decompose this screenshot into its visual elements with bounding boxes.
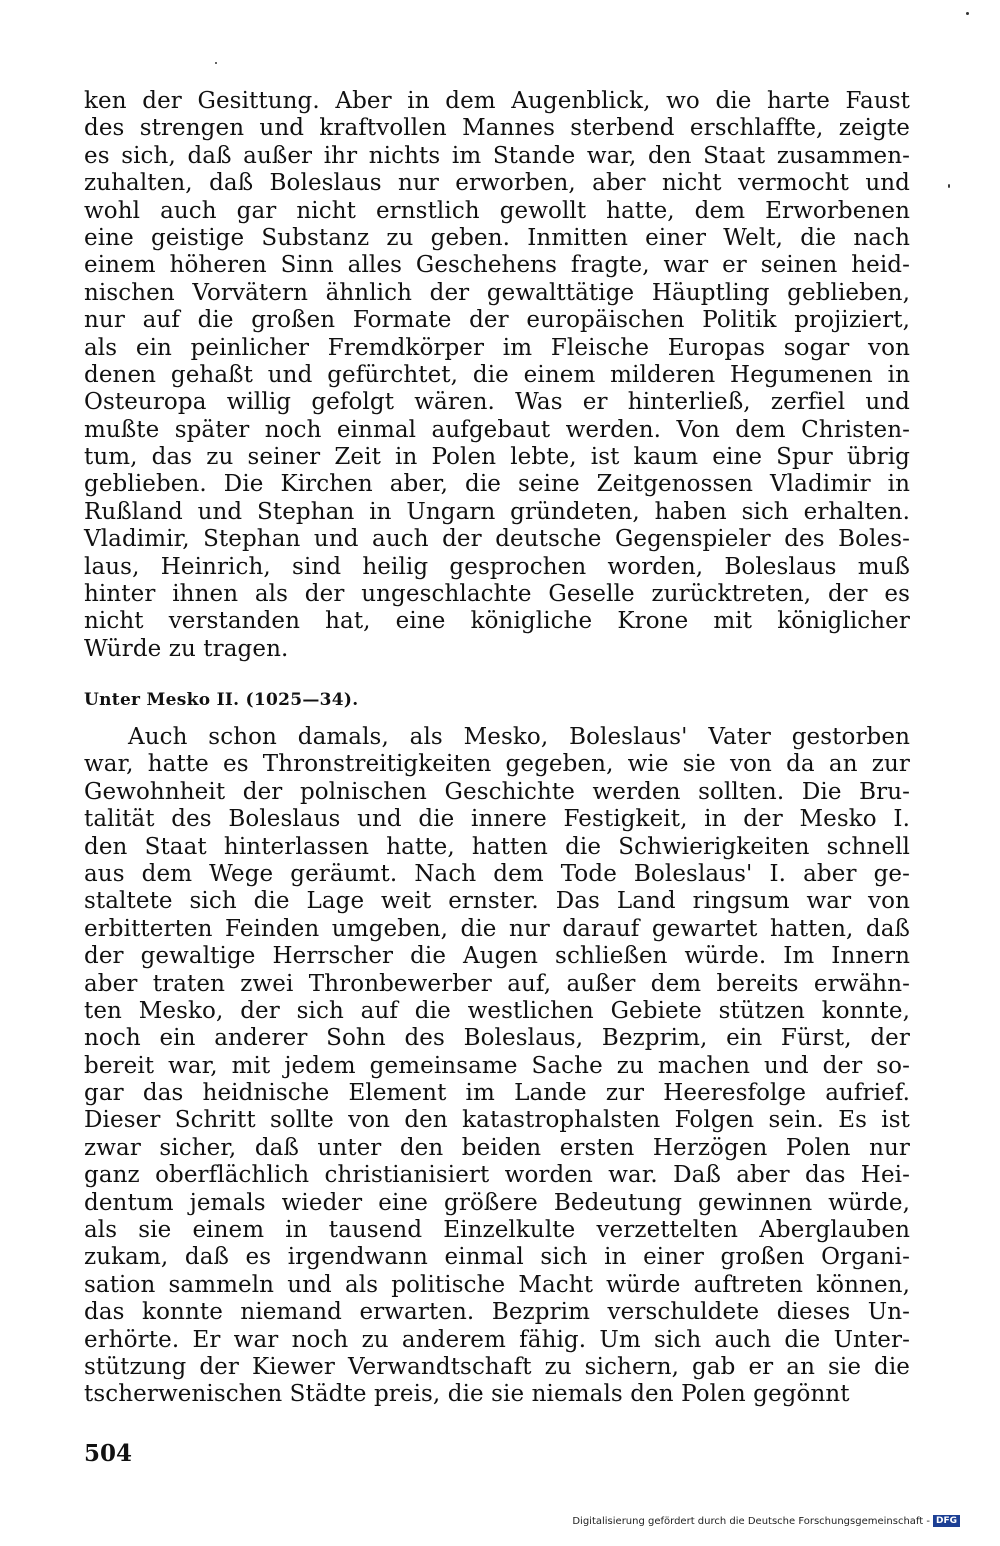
body-paragraph-2 xyxy=(84,724,910,1409)
text-line: es sich, daß außer ihr nichts im Stande war, den Staat zusammen- xyxy=(84,142,910,169)
text-line: Osteuropa willig gefolgt wären. Was er hinterließ, zerfiel und xyxy=(84,389,910,416)
text-line: nur auf die großen Formate der europäischen Politik projiziert, xyxy=(84,307,910,334)
text-line: ten Mesko, der sich auf die westlichen Gebiete stützen konnte, xyxy=(84,997,910,1024)
page-number: 504 xyxy=(84,1440,133,1467)
text-line: des strengen und kraftvollen Mannes sterbend erschlaffte, zeigte xyxy=(84,115,910,142)
text-line: das konnte niemand erwarten. Bezprim verschuldete dieses Un- xyxy=(84,1299,910,1326)
text-line: talität des Boleslaus und die innere Festigkeit, in der Mesko I. xyxy=(84,806,910,833)
text-line: aus dem Wege geräumt. Nach dem Tode Boleslaus' I. aber ge- xyxy=(84,860,910,887)
text-line: nicht verstanden hat, eine königliche Krone mit königlicher xyxy=(84,608,910,635)
text-line: wohl auch gar nicht ernstlich gewollt hatte, dem Erworbenen xyxy=(84,197,910,224)
text-line: denen gehaßt und gefürchtet, die einem milderen Hegumenen in xyxy=(84,361,910,388)
text-line: nischen Vorvätern ähnlich der gewalttätige Häuptling geblieben, xyxy=(84,279,910,306)
digitization-footer xyxy=(572,1515,960,1527)
text-line: erhörte. Er war noch zu anderem fähig. Um sich auch die Unter- xyxy=(84,1326,910,1353)
text-line: Gewohnheit der polnischen Geschichte werden sollten. Die Bru- xyxy=(84,778,910,805)
footer-text: Digitalisierung gefördert durch die Deutsche Forschungsgemeinschaft - xyxy=(572,1515,930,1527)
text-line: zwar sicher, daß unter den beiden ersten Herzögen Polen nur xyxy=(84,1134,910,1161)
scan-speck xyxy=(966,12,969,15)
text-line: Würde zu tragen. xyxy=(84,635,289,662)
text-line: Rußland und Stephan in Ungarn gründeten, haben sich erhalten. xyxy=(84,498,910,525)
text-line: ken der Gesittung. Aber in dem Augenblick, wo die harte Faust xyxy=(84,88,910,114)
text-line: stützung der Kiewer Verwandtschaft zu sichern, gab er an sie die xyxy=(84,1353,910,1380)
text-line: ganz oberflächlich christianisiert worden war. Daß aber das Hei- xyxy=(84,1162,910,1189)
text-line: Dieser Schritt sollte von den katastrophalsten Folgen sein. Es ist xyxy=(84,1107,910,1134)
text-line: als ein peinlicher Fremdkörper im Fleische Europas sogar von xyxy=(84,334,910,361)
scan-speck xyxy=(948,184,950,188)
body-paragraph-1 xyxy=(84,88,910,663)
scan-speck xyxy=(215,62,217,64)
text-line: tum, das zu seiner Zeit in Polen lebte, ist kaum eine Spur übrig xyxy=(84,444,910,471)
text-line: Vladimir, Stephan und auch der deutsche Gegenspieler des Boles- xyxy=(84,526,910,553)
text-line: als sie einem in tausend Einzelkulte verzettelten Aberglauben xyxy=(84,1217,910,1244)
text-line: tscherwenischen Städte preis, die sie niemals den Polen gegönnt xyxy=(84,1381,850,1408)
text-line: Auch schon damals, als Mesko, Boleslaus' Vater gestorben xyxy=(128,724,910,750)
text-line: war, hatte es Thronstreitigkeiten gegeben, wie sie von da an zur xyxy=(84,751,910,778)
text-line: eine geistige Substanz zu geben. Inmitten einer Welt, die nach xyxy=(84,224,910,251)
text-line: zuhalten, daß Boleslaus nur erworben, aber nicht vermocht und xyxy=(84,170,910,197)
text-line: zukam, daß es irgendwann einmal sich in einer großen Organi- xyxy=(84,1244,910,1271)
text-line: geblieben. Die Kirchen aber, die seine Zeitgenossen Vladimir in xyxy=(84,471,910,498)
text-line: hinter ihnen als der ungeschlachte Geselle zurücktreten, der es xyxy=(84,581,910,608)
text-line: sation sammeln und als politische Macht würde auftreten können, xyxy=(84,1271,910,1298)
text-line: einem höheren Sinn alles Geschehens fragte, war er seinen heid- xyxy=(84,252,910,279)
text-line: aber traten zwei Thronbewerber auf, außer dem bereits erwähn- xyxy=(84,970,910,997)
text-line: den Staat hinterlassen hatte, hatten die Schwierigkeiten schnell xyxy=(84,833,910,860)
text-line: bereit war, mit jedem gemeinsame Sache zu machen und der so- xyxy=(84,1052,910,1079)
text-line: erbitterten Feinden umgeben, die nur darauf gewartet hatten, daß xyxy=(84,915,910,942)
text-line: staltete sich die Lage weit ernster. Das Land ringsum war von xyxy=(84,888,910,915)
text-line: gar das heidnische Element im Lande zur Heeresfolge aufrief. xyxy=(84,1080,910,1107)
dfg-logo: DFG xyxy=(933,1515,960,1527)
text-line: laus, Heinrich, sind heilig gesprochen worden, Boleslaus muß xyxy=(84,553,910,580)
text-line: mußte später noch einmal aufgebaut werden. Von dem Christen- xyxy=(84,416,910,443)
text-line: der gewaltige Herrscher die Augen schließen würde. Im Innern xyxy=(84,943,910,970)
text-line: dentum jemals wieder eine größere Bedeutung gewinnen würde, xyxy=(84,1189,910,1216)
text-line: noch ein anderer Sohn des Boleslaus, Bezprim, ein Fürst, der xyxy=(84,1025,910,1052)
section-heading: Unter Mesko II. (1025—34). xyxy=(84,690,359,710)
